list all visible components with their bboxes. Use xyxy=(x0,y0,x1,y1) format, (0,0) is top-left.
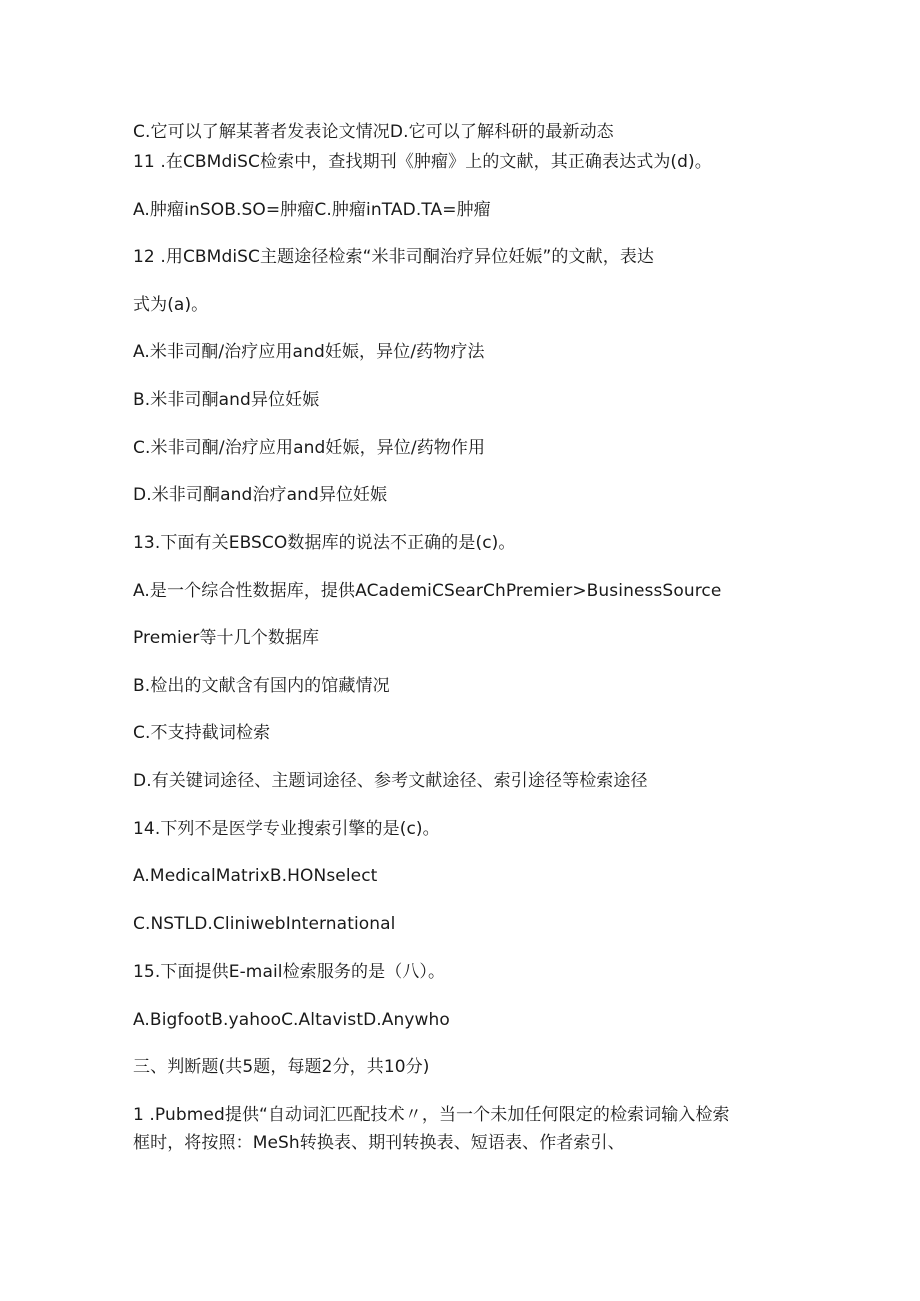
text-line-3: A.肿瘤inSOB.SO=肿瘤C.肿瘤inTAD.TA=肿瘤 xyxy=(133,200,491,220)
text-line-11: A.是一个综合性数据库，提供ACademiCSearChPremier>BusinessSource xyxy=(133,581,722,601)
text-line-19: 15.下面提供E-mail检索服务的是（八）。 xyxy=(133,962,446,982)
text-line-18: C.NSTLD.CliniwebInternational xyxy=(133,914,396,934)
text-line-15: D.有关键词途径、主题词途径、参考文献途径、索引途径等检索途径 xyxy=(133,771,648,791)
text-line-22: 1 .Pubmed提供“自动词汇匹配技术〃，当一个未加任何限定的检索词输入检索 xyxy=(133,1105,730,1125)
text-line-8: C.米非司酮/治疗应用and妊娠，异位/药物作用 xyxy=(133,438,486,458)
text-line-16: 14.下列不是医学专业搜索引擎的是(c)。 xyxy=(133,819,440,839)
text-line-1: C.它可以了解某著者发表论文情况D.它可以了解科研的最新动态 xyxy=(133,122,614,142)
text-line-17: A.MedicalMatrixB.HONselect xyxy=(133,866,378,886)
text-line-21: 三、判断题(共5题，每题2分，共10分) xyxy=(133,1057,430,1077)
text-line-10: 13.下面有关EBSCO数据库的说法不正确的是(c)。 xyxy=(133,533,516,553)
text-line-6: A.米非司酮/治疗应用and妊娠，异位/药物疗法 xyxy=(133,342,485,362)
text-line-2: 11 .在CBMdiSC检索中，查找期刊《肿瘤》上的文献，其正确表达式为(d)。 xyxy=(133,152,712,172)
text-line-7: B.米非司酮and异位妊娠 xyxy=(133,390,320,410)
text-line-12: Premier等十几个数据库 xyxy=(133,628,320,648)
text-line-23: 框时，将按照：MeSh转换表、期刊转换表、短语表、作者索引、 xyxy=(133,1133,625,1153)
text-line-4: 12 .用CBMdiSC主题途径检索“米非司酮治疗异位妊娠”的文献，表达 xyxy=(133,247,655,267)
text-line-5: 式为(a)。 xyxy=(133,295,209,315)
text-line-9: D.米非司酮and治疗and异位妊娠 xyxy=(133,485,388,505)
text-line-14: C.不支持截词检索 xyxy=(133,723,271,743)
text-line-20: A.BigfootB.yahooC.AltavistD.Anywho xyxy=(133,1010,450,1030)
text-line-13: B.检出的文献含有国内的馆藏情况 xyxy=(133,676,390,696)
